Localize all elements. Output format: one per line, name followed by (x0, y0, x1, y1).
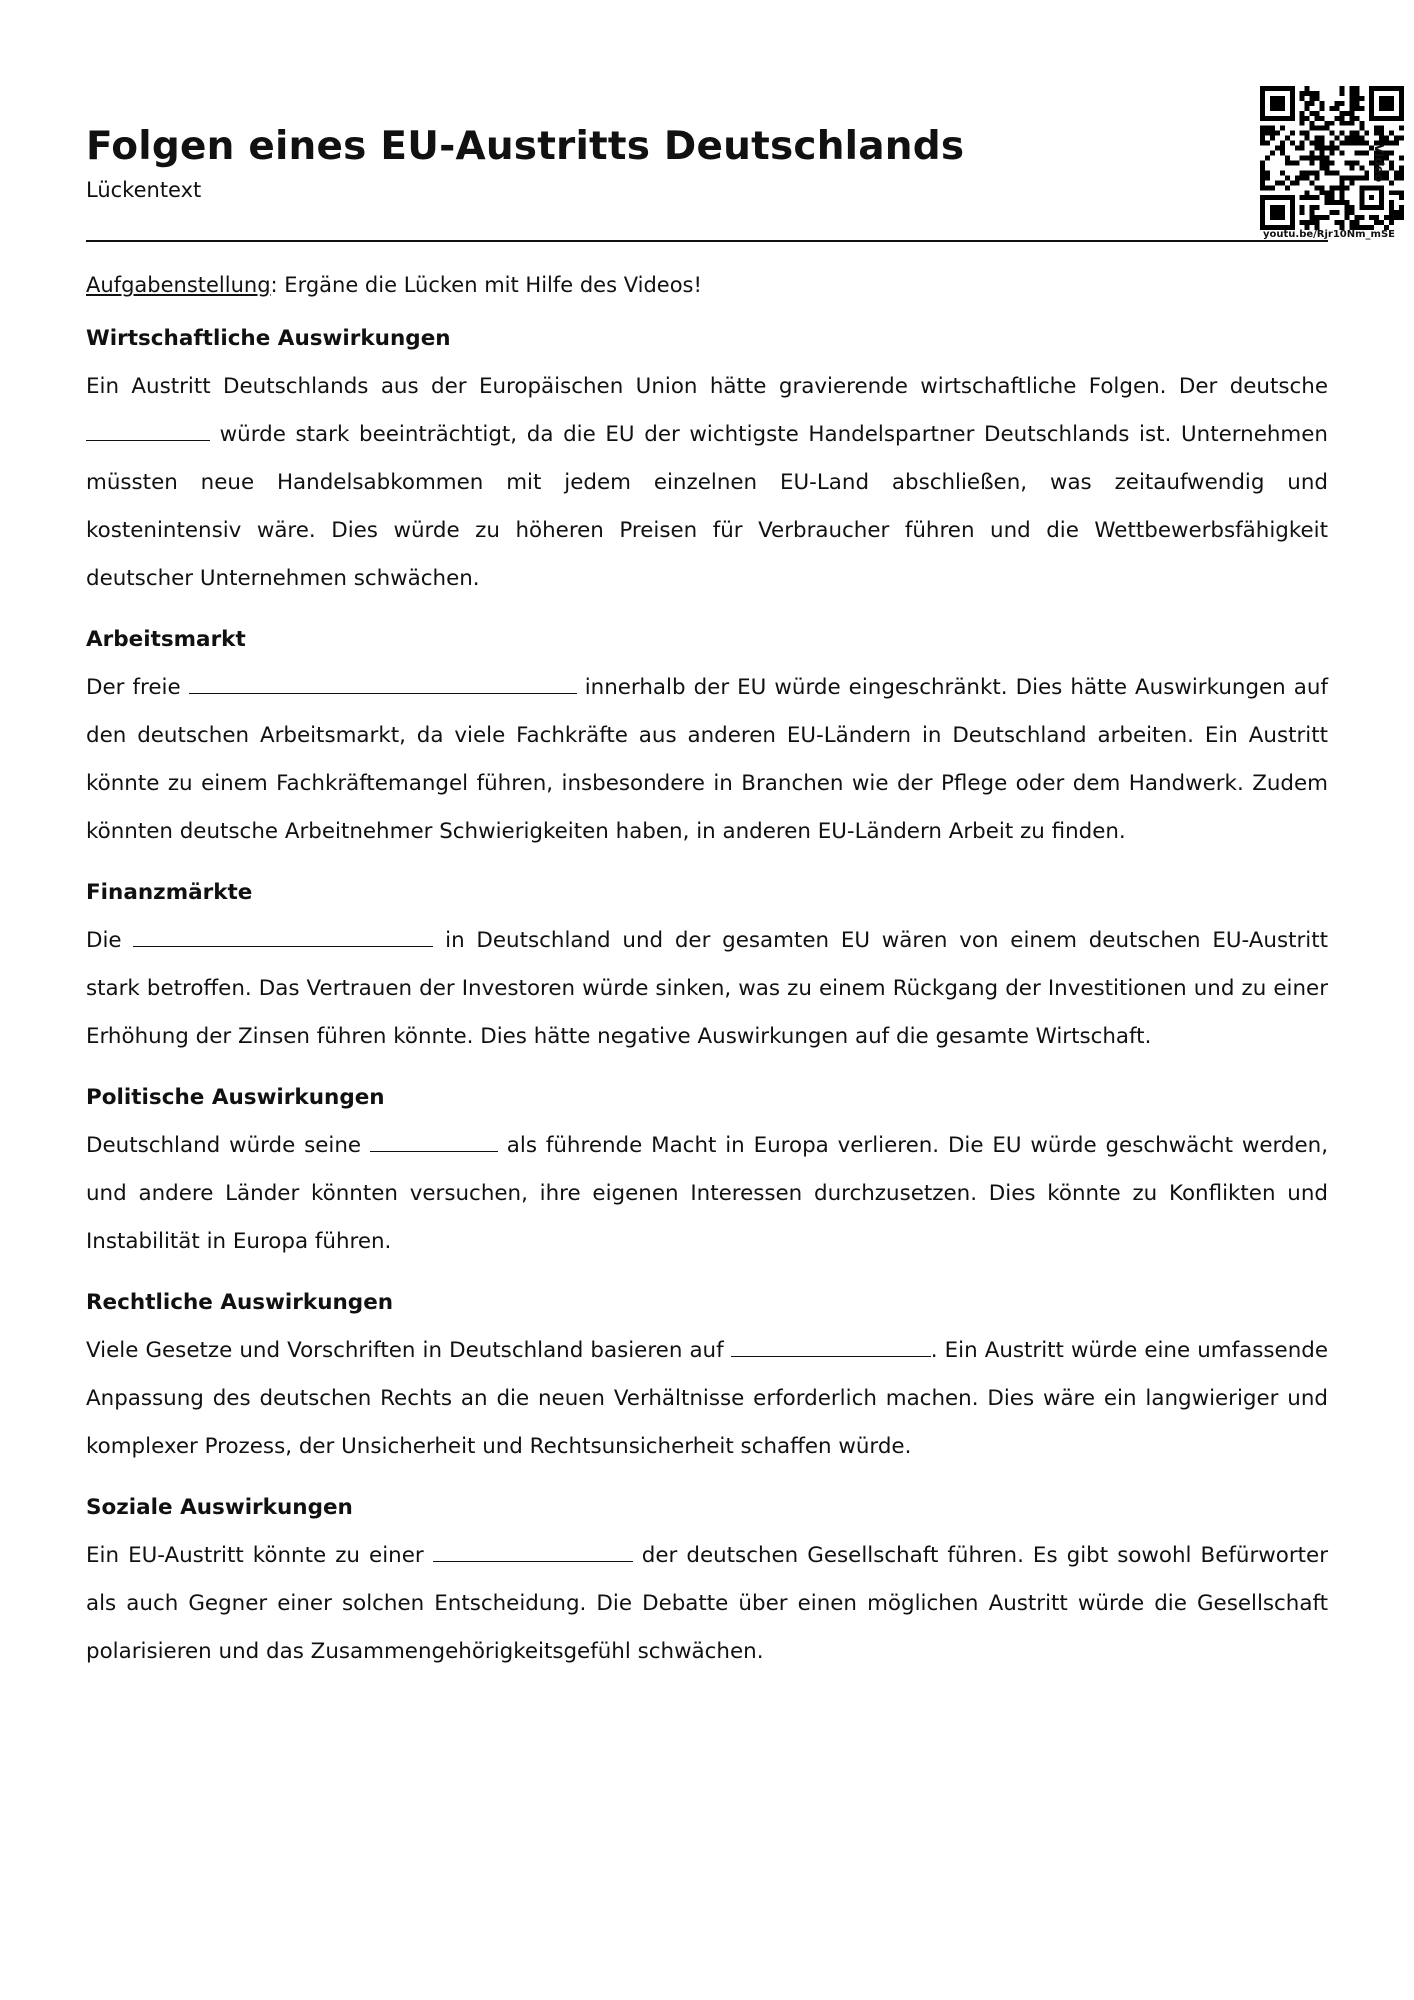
page-subtitle: Lückentext (86, 178, 202, 202)
section-heading: Politische Auswirkungen (86, 1085, 385, 1110)
gap-blank[interactable] (86, 418, 210, 441)
section-political (86, 1083, 1328, 1266)
task-text: : Ergäne die Lücken mit Hilfe des Videos! (270, 273, 702, 297)
section-financial-markets (86, 878, 1328, 1061)
task-label: Aufgabenstellung (86, 273, 271, 297)
section-paragraph: Deutschland würde seine als führende Macht in Europa verlieren. Die EU würde geschwächt werden, und andere Länder könnten versuchen, ihre eigenen Interessen durchzusetzen. Dies könnte zu Konflikten und Instabilität in Europa führen. (86, 1122, 1328, 1266)
header (86, 86, 1396, 244)
gap-blank[interactable] (731, 1334, 931, 1357)
section-heading: Rechtliche Auswirkungen (86, 1290, 394, 1315)
section-labor-market (86, 625, 1328, 856)
section-social (86, 1493, 1328, 1676)
gap-blank[interactable] (189, 671, 577, 694)
header-divider (86, 240, 1328, 242)
task-instruction (86, 270, 1328, 300)
section-heading: Arbeitsmarkt (86, 627, 246, 652)
section-heading: Soziale Auswirkungen (86, 1495, 353, 1520)
section-paragraph: Der freie innerhalb der EU würde eingeschränkt. Dies hätte Auswirkungen auf den deutschen Arbeitsmarkt, da viele Fachkräfte aus anderen EU-Ländern in Deutschland arbeiten. Ein Austritt könnte zu einem Fachkräftemangel führen, insbesondere in Branchen wie der Pflege oder dem Handwerk. Zudem könnten deutsche Arbeitnehmer Schwierigkeiten haben, in anderen EU-Ländern Arbeit zu finden. (86, 664, 1328, 856)
gap-blank[interactable] (133, 924, 433, 947)
section-heading: Wirtschaftliche Auswirkungen (86, 326, 451, 351)
gap-blank[interactable] (370, 1129, 498, 1152)
gap-blank[interactable] (433, 1539, 633, 1562)
section-paragraph: Ein Austritt Deutschlands aus der Europäischen Union hätte gravierende wirtschaftliche Folgen. Der deutsche würde stark beeinträchtigt, da die EU der wichtigste Handelspartner Deutschlands ist. Unternehmen müssten neue Handelsabkommen mit jedem einzelnen EU-Land abschließen, was zeitaufwendig und kostenintensiv wäre. Dies würde zu höheren Preisen für Verbraucher führen und die Wettbewerbsfähigkeit deutscher Unternehmen schwächen. (86, 374, 1328, 591)
qr-link-caption[interactable]: youtu.be/Rjr10Nm_mSE (1262, 229, 1396, 240)
section-paragraph: Viele Gesetze und Vorschriften in Deutschland basieren auf . Ein Austritt würde eine umfassende Anpassung des deutschen Rechts an die neuen Verhältnisse erforderlich machen. Dies wäre ein langwieriger und komplexer Prozess, der Unsicherheit und Rechtsunsicherheit schaffen würde. (86, 1327, 1328, 1471)
page-title: Folgen eines EU-Austritts Deutschlands (86, 124, 965, 169)
video-label: Video (1372, 144, 1386, 183)
section-legal (86, 1288, 1328, 1471)
section-heading: Finanzmärkte (86, 880, 253, 905)
section-paragraph: Die in Deutschland und der gesamten EU wären von einem deutschen EU-Austritt stark betroffen. Das Vertrauen der Investoren würde sinken, was zu einem Rückgang der Investitionen und zu einer Erhöhung der Zinsen führen könnte. Dies hätte negative Auswirkungen auf die gesamte Wirtschaft. (86, 917, 1328, 1061)
section-paragraph: Ein EU-Austritt könnte zu einer der deutschen Gesellschaft führen. Es gibt sowohl Befürworter als auch Gegner einer solchen Entscheidung. Die Debatte über einen möglichen Austritt würde die Gesellschaft polarisieren und das Zusammengehörigkeitsgefühl schwächen. (86, 1532, 1328, 1676)
section-economic (86, 324, 1328, 603)
worksheet-content (86, 270, 1328, 1698)
